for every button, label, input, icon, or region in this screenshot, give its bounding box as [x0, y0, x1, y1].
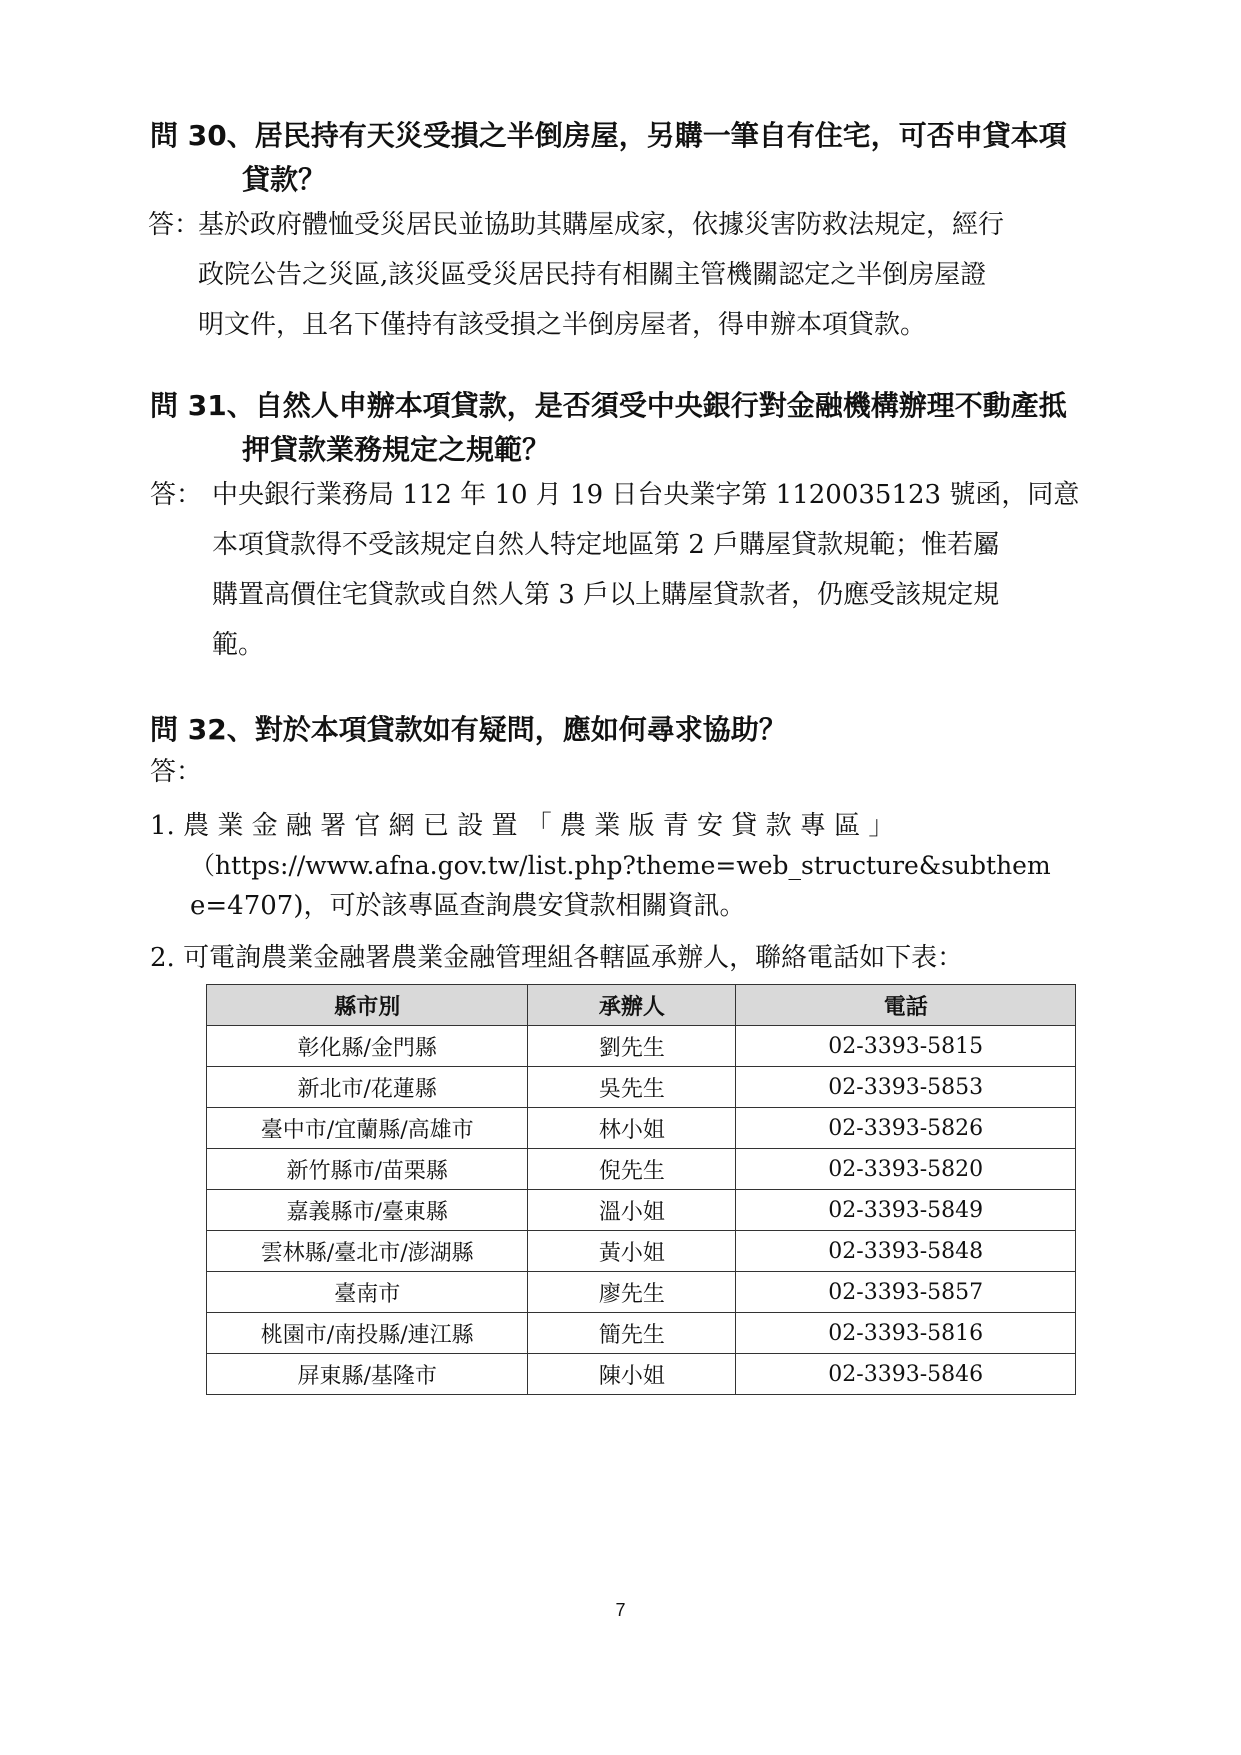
- table-row: [207, 1026, 1076, 1067]
- header-phone: 電話: [736, 985, 1076, 1026]
- answer-30-line3: 明文件，且名下僅持有該受損之半倒房屋者，得申辦本項貸款。: [198, 310, 927, 340]
- contact-person-cell: 劉先生: [528, 1026, 736, 1067]
- county-cell: 嘉義縣市/臺東縣: [207, 1190, 528, 1231]
- table-row: [207, 1108, 1076, 1149]
- answer-32-item-1-line3: e=4707)，可於該專區查詢農安貸款相關資訊。: [190, 891, 746, 921]
- contact-person-cell: 廖先生: [528, 1272, 736, 1313]
- table-row: [207, 1149, 1076, 1190]
- answer-32-item-1: [150, 806, 1090, 926]
- header-contact-person: 承辦人: [528, 985, 736, 1026]
- answer-31-line1: 中央銀行業務局 112 年 10 月 19 日台央業字第 1120035123 號函，同意: [212, 480, 1080, 510]
- phone-cell: 02-3393-5815: [736, 1026, 1076, 1067]
- contact-person-cell: 林小姐: [528, 1108, 736, 1149]
- table-row: [207, 1354, 1076, 1395]
- table-row: [207, 1190, 1076, 1231]
- question-31-title-line1: 問 31、自然人申辦本項貸款，是否須受中央銀行對金融機構辦理不動產抵: [150, 389, 1067, 422]
- answer-32-item-1-line1: 1. 農 業 金 融 署 官 網 已 設 置 「 農 業 版 青 安 貸 款 專 區 」: [150, 811, 895, 841]
- question-30-title-line2: 貸款？: [242, 163, 327, 196]
- answer-31: [150, 470, 1100, 670]
- contact-person-cell: 陳小姐: [528, 1354, 736, 1395]
- phone-cell: 02-3393-5846: [736, 1354, 1076, 1395]
- county-cell: 桃園市/南投縣/連江縣: [207, 1313, 528, 1354]
- question-31-title: [150, 384, 1090, 472]
- phone-cell: 02-3393-5816: [736, 1313, 1076, 1354]
- table-row: [207, 1272, 1076, 1313]
- question-31-title-line2: 押貸款業務規定之規範？: [242, 433, 551, 466]
- answer-30-line1: 基於政府體恤受災居民並協助其購屋成家，依據災害防救法規定，經行: [198, 210, 1005, 240]
- county-cell: 屏東縣/基隆市: [207, 1354, 528, 1395]
- contact-person-cell: 吳先生: [528, 1067, 736, 1108]
- table-row: [207, 1313, 1076, 1354]
- answer-31-line2: 本項貸款得不受該規定自然人特定地區第 2 戶購屋貸款規範；惟若屬: [212, 530, 1000, 560]
- phone-cell: 02-3393-5826: [736, 1108, 1076, 1149]
- question-30-title-line1: 問 30、居民持有天災受損之半倒房屋，另購一筆自有住宅，可否申貸本項: [150, 119, 1067, 152]
- answer-32-item-2: 2. 可電詢農業金融署農業金融管理組各轄區承辦人，聯絡電話如下表：: [150, 943, 964, 973]
- phone-cell: 02-3393-5848: [736, 1231, 1076, 1272]
- header-county: 縣市別: [207, 985, 528, 1026]
- question-30-title: [150, 114, 1090, 202]
- answer-31-lead: 答：: [150, 480, 203, 510]
- answer-30-lead: 答：: [148, 210, 201, 240]
- phone-cell: 02-3393-5820: [736, 1149, 1076, 1190]
- contact-table: [206, 984, 1076, 1395]
- phone-cell: 02-3393-5857: [736, 1272, 1076, 1313]
- phone-cell: 02-3393-5849: [736, 1190, 1076, 1231]
- contact-table-header-row: [207, 985, 1076, 1026]
- county-cell: 臺南市: [207, 1272, 528, 1313]
- county-cell: 彰化縣/金門縣: [207, 1026, 528, 1067]
- phone-cell: 02-3393-5853: [736, 1067, 1076, 1108]
- answer-31-line4: 範。: [212, 630, 265, 660]
- question-32-title: [150, 708, 1090, 752]
- county-cell: 新竹縣市/苗栗縣: [207, 1149, 528, 1190]
- answer-31-line3: 購置高價住宅貸款或自然人第 3 戶以上購屋貸款者，仍應受該規定規: [212, 580, 1000, 610]
- table-row: [207, 1231, 1076, 1272]
- answer-30: [148, 200, 1098, 350]
- contact-person-cell: 倪先生: [528, 1149, 736, 1190]
- county-cell: 雲林縣/臺北市/澎湖縣: [207, 1231, 528, 1272]
- answer-32-lead: 答：: [150, 757, 203, 787]
- answer-30-line2: 政院公告之災區,該災區受災居民持有相關主管機關認定之半倒房屋證: [198, 260, 987, 290]
- page-number: 7: [615, 1600, 626, 1620]
- contact-person-cell: 簡先生: [528, 1313, 736, 1354]
- table-row: [207, 1067, 1076, 1108]
- question-32-title-line1: 問 32、對於本項貸款如有疑問，應如何尋求協助？: [150, 713, 787, 746]
- county-cell: 臺中市/宜蘭縣/高雄市: [207, 1108, 528, 1149]
- contact-person-cell: 溫小姐: [528, 1190, 736, 1231]
- answer-32-item-1-url-line: （https://www.afna.gov.tw/list.php?theme=web_structure&subthem: [190, 851, 1051, 880]
- county-cell: 新北市/花蓮縣: [207, 1067, 528, 1108]
- contact-person-cell: 黃小姐: [528, 1231, 736, 1272]
